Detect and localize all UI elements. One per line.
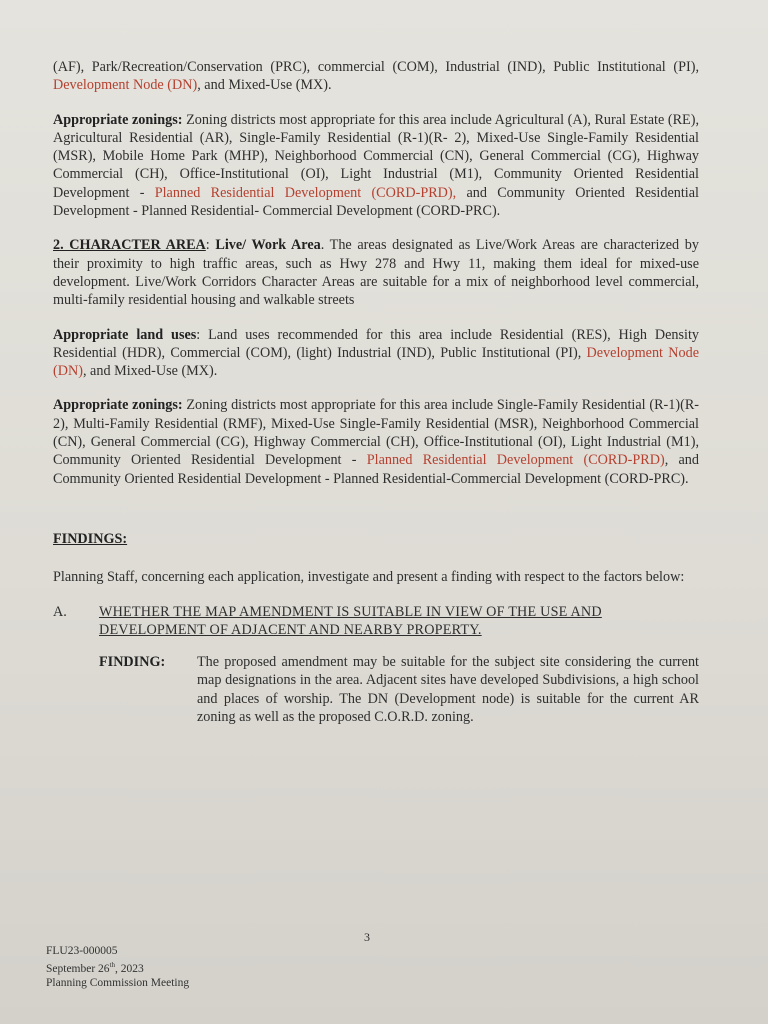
- development-node-highlight: Development Node (DN): [53, 77, 198, 94]
- page-footer: [46, 944, 189, 990]
- appropriate-zonings-paragraph-1: Appropriate zonings: Zoning districts most appropriate for this area include Agricultural (A), Rural Estate (RE), Agricultural Residential (AR), Single-Family Residential (R-1)(R- 2), Mixed-Use Single-Family Residential (MSR), Mobile Home Park (MHP), Neighborhood Commercial (CN), General Commercial (CG), Highway Commercial (CH), Office-Institutional (OI), Light Industrial (M1), Community Oriented Residential Development - Planned Residential Development (CORD-PRD), and Community Oriented Residential Development - Planned Residential- Commercial Development (CORD-PRC).: [53, 111, 699, 220]
- case-number: FLU23-000005: [46, 945, 118, 957]
- document-body: [53, 58, 699, 726]
- character-area-heading: 2. CHARACTER AREA: [53, 237, 206, 254]
- finding-item-a: [53, 603, 699, 727]
- character-area-name: Live/ Work Area: [215, 237, 321, 254]
- development-node-highlight-2: Development Node (DN): [53, 344, 699, 380]
- finding-block: [99, 653, 699, 726]
- land-uses-continued-paragraph: (AF), Park/Recreation/Conservation (PRC), commercial (COM), Industrial (IND), Public Institutional (PI), Development Node (DN), and Mixed-Use (MX).: [53, 59, 699, 94]
- cord-prd-highlight-2: Planned Residential Development (CORD-PRD): [366, 452, 665, 469]
- item-title: WHETHER THE MAP AMENDMENT IS SUITABLE IN VIEW OF THE USE AND DEVELOPMENT OF ADJACENT AND NEARBY PROPERTY.: [99, 603, 602, 638]
- finding-text: The proposed amendment may be suitable for the subject site considering the current map designations in the area. Adjacent sites have developed Subdivisions, a high school and places of worship. The DN (Development node) is suitable for the current AR zoning as well as the proposed C.O.R.D. zoning.: [197, 654, 699, 726]
- item-letter: A.: [53, 603, 67, 620]
- appropriate-zonings-label-2: Appropriate zonings:: [53, 397, 183, 414]
- appropriate-zonings-label: Appropriate zonings:: [53, 111, 183, 128]
- appropriate-land-uses-label: Appropriate land uses: [53, 326, 197, 343]
- meeting-date: September 26th, 2023: [46, 961, 144, 975]
- cord-prd-highlight: Planned Residential Development (CORD-PRD),: [154, 184, 457, 201]
- page-number: 3: [364, 930, 370, 944]
- meeting-name: Planning Commission Meeting: [46, 976, 190, 989]
- character-area-paragraph: 2. CHARACTER AREA: Live/ Work Area. The areas designated as Live/Work Areas are characterized by their proximity to high traffic areas, such as Hwy 278 and Hwy 11, making them ideal for mixed-use development. Live/Work Corridors Character Areas are suitable for a mix of neighborhood level commercial, multi-family residential housing and walkable streets: [53, 237, 699, 309]
- appropriate-land-uses-paragraph: Appropriate land uses: Land uses recommended for this area include Residential (RES), High Density Residential (HDR), Commercial (COM), (light) Industrial (IND), Public Institutional (PI), Development Node (DN), and Mixed-Use (MX).: [53, 326, 699, 380]
- findings-intro: Planning Staff, concerning each application, investigate and present a finding with respect to the factors below:: [53, 569, 685, 586]
- findings-heading: FINDINGS:: [53, 530, 128, 547]
- appropriate-zonings-paragraph-2: Appropriate zonings: Zoning districts most appropriate for this area include Single-Family Residential (R-1)(R-2), Multi-Family Residential (RMF), Mixed-Use Single-Family Residential (MSR), Neighborhood Commercial (CN), General Commercial (CG), Highway Commercial (CH), Office-Institutional (OI), Light Industrial (M1), Community Oriented Residential Development - Planned Residential Development (CORD-PRD), and Community Oriented Residential Development - Planned Residential-Commercial Development (CORD-PRC).: [53, 397, 700, 487]
- finding-label: FINDING:: [99, 654, 166, 671]
